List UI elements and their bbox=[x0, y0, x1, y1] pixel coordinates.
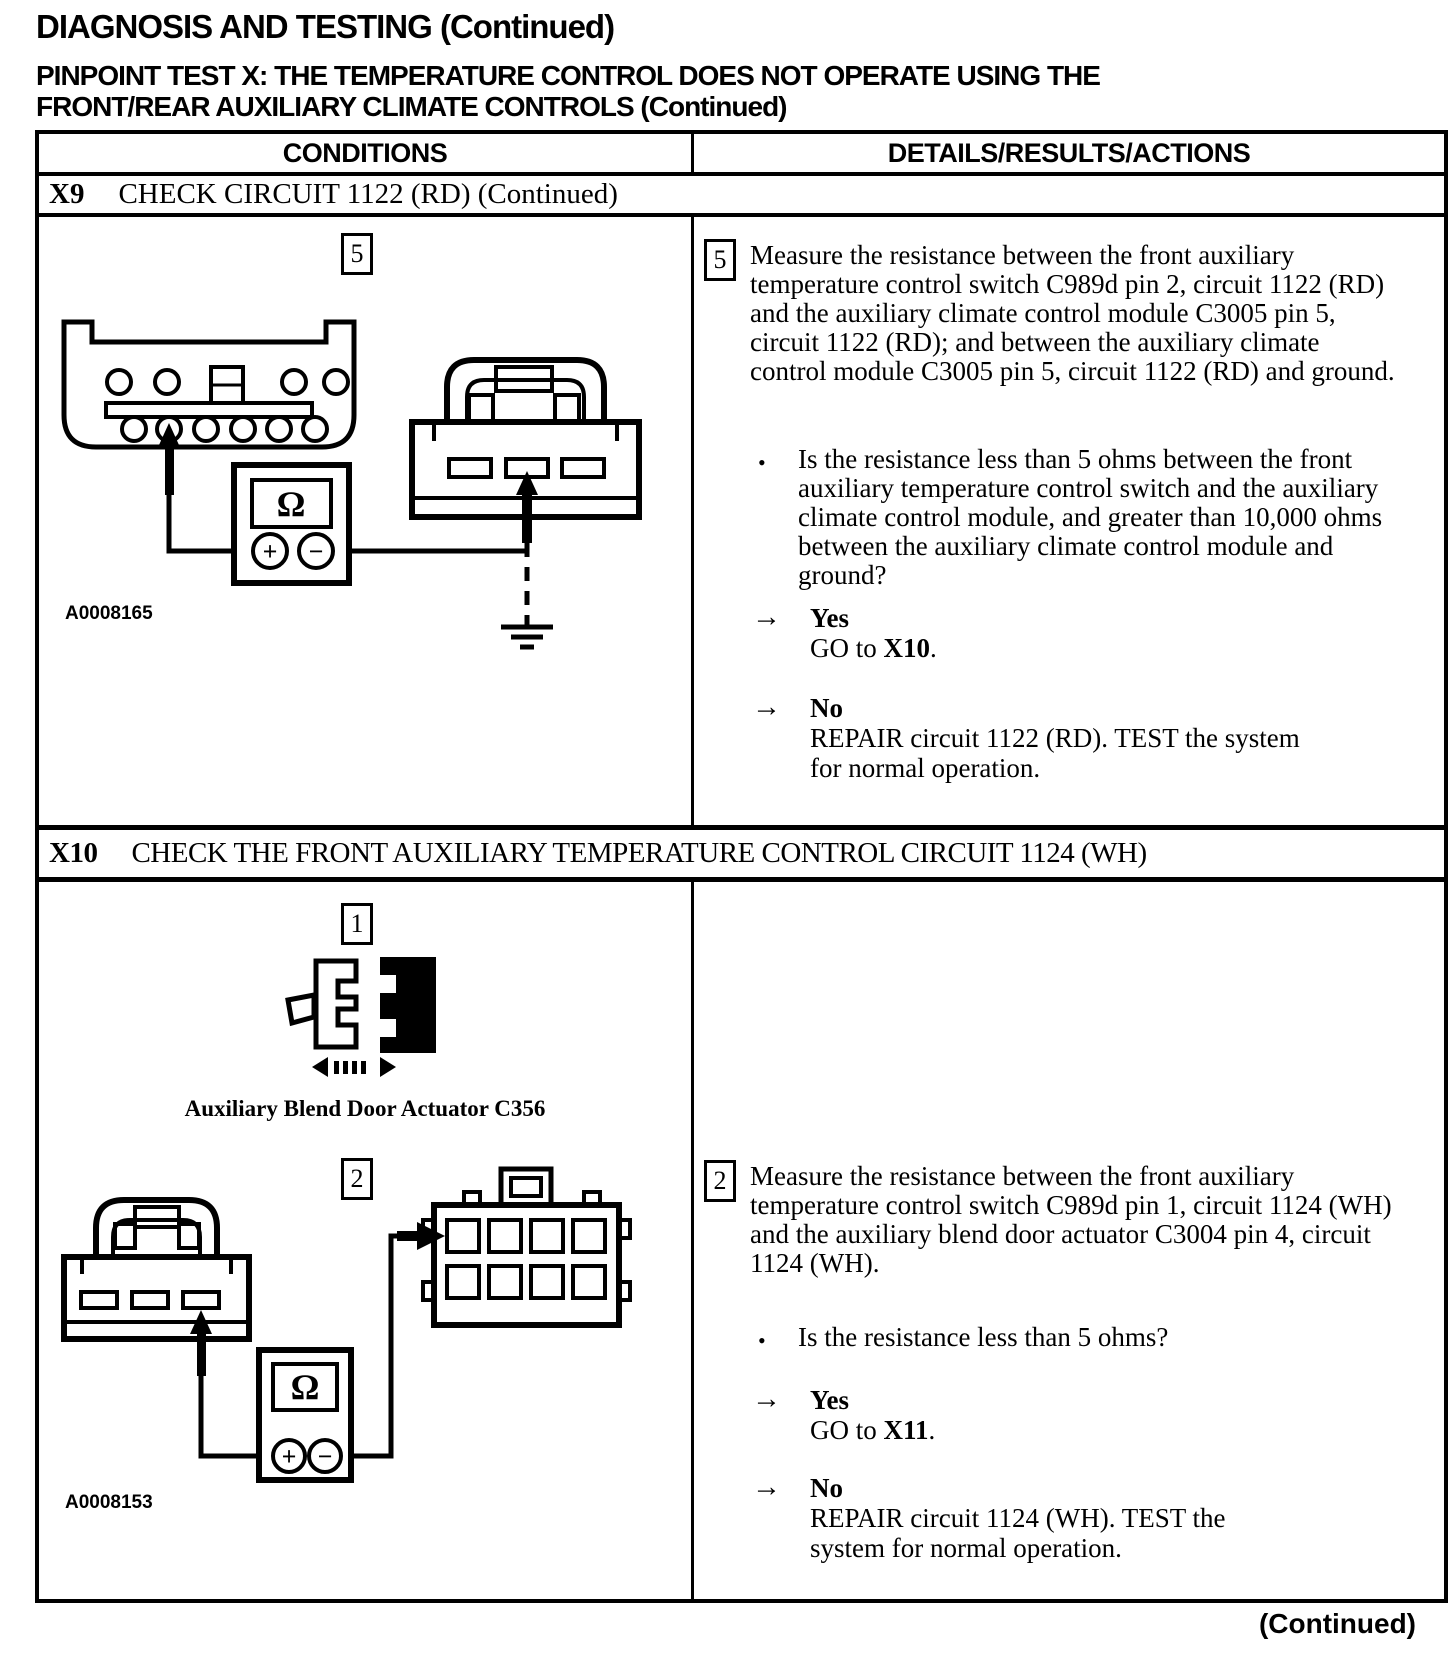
x10-yes-branch bbox=[752, 1385, 1430, 1445]
x9-no-label: No bbox=[810, 693, 843, 723]
details-column-header: DETAILS/RESULTS/ACTIONS bbox=[887, 137, 1251, 168]
x10-circuit-diagram bbox=[39, 1162, 691, 1582]
probe-arrow-icon bbox=[159, 423, 179, 495]
arrow-icon: → bbox=[752, 601, 781, 633]
x9-yes-label: Yes bbox=[810, 603, 849, 633]
x10-title-row bbox=[39, 830, 1444, 882]
x10-step-id: X10 bbox=[49, 837, 98, 869]
ohm-symbol: Ω bbox=[290, 1367, 320, 1407]
x9-no-branch bbox=[752, 693, 1430, 783]
bullet-icon: • bbox=[758, 450, 766, 475]
page-subtitle-line1: PINPOINT TEST X: THE TEMPERATURE CONTROL DOES NOT OPERATE USING THE bbox=[36, 60, 1100, 91]
multimeter-icon bbox=[234, 465, 349, 583]
x9-figure-label: A0008165 bbox=[65, 603, 153, 624]
x9-step-title: CHECK CIRCUIT 1122 (RD) (Continued) bbox=[118, 178, 618, 210]
disconnect-arrows-icon bbox=[312, 1057, 396, 1077]
x10-figure2-step-marker: 2 bbox=[341, 1158, 373, 1200]
x9-question bbox=[758, 445, 1430, 590]
probe-arrow-icon bbox=[516, 471, 538, 543]
x10-instruction: Measure the resistance between the front auxiliary temperature control switch C989d pin 1, circuit 1124 (WH) and the auxiliary blend door actuator C3004 pin 4, circuit 1124 (WH). bbox=[750, 1161, 1392, 1278]
x10-no-label: No bbox=[810, 1473, 843, 1503]
plus-terminal: + bbox=[262, 537, 278, 566]
page-subtitle bbox=[36, 60, 1256, 122]
connector-half-female-icon bbox=[288, 961, 356, 1047]
x9-details-cell bbox=[694, 217, 1444, 825]
pinpoint-test-table bbox=[35, 130, 1448, 1603]
bullet-icon: • bbox=[758, 1328, 766, 1353]
arrow-icon: → bbox=[752, 1471, 781, 1503]
page-title: DIAGNOSIS AND TESTING (Continued) bbox=[36, 8, 615, 45]
x9-step-number-box: 5 bbox=[704, 239, 736, 281]
x9-yes-action bbox=[810, 633, 1430, 663]
x9-step-id: X9 bbox=[49, 178, 85, 210]
probe-arrow-icon bbox=[190, 1310, 212, 1376]
x10-question-text: Is the resistance less than 5 ohms? bbox=[798, 1322, 1169, 1352]
x9-title-row bbox=[39, 176, 1444, 217]
disconnect-symbol bbox=[284, 955, 444, 1080]
x9-yes-action-prefix: GO to bbox=[810, 633, 884, 663]
arrow-icon: → bbox=[752, 1383, 781, 1415]
multimeter-icon bbox=[259, 1350, 351, 1480]
table-header-row bbox=[39, 134, 1444, 176]
x10-figure2-label: A0008153 bbox=[65, 1492, 153, 1513]
switch-connector-icon bbox=[64, 1200, 249, 1339]
minus-terminal: − bbox=[317, 1442, 333, 1471]
x9-body-row bbox=[39, 217, 1444, 830]
footer-continued-note: (Continued) bbox=[1258, 1608, 1416, 1639]
connector-half-male-icon bbox=[380, 957, 436, 1053]
x10-yes-target: X11 bbox=[883, 1415, 929, 1445]
x9-question-text: Is the resistance less than 5 ohms between the front auxiliary temperature control switch and the auxiliary climate control module, and greater than 10,000 ohms between the auxiliary climate control module and ground? bbox=[798, 444, 1383, 590]
x9-no-action-line2: for normal operation. bbox=[810, 753, 1041, 783]
x9-instruction: Measure the resistance between the front auxiliary temperature control switch C989d pin 2, circuit 1122 (RD) and the auxiliary climate control module C3005 pin 5, circuit 1122 (RD); and between the auxiliary climate control module C3005 pin 5, circuit 1122 (RD) and ground. bbox=[750, 240, 1395, 386]
x10-question bbox=[758, 1323, 1430, 1355]
conditions-column-header: CONDITIONS bbox=[39, 134, 694, 172]
x9-circuit-diagram bbox=[39, 217, 691, 825]
x9-yes-branch bbox=[752, 603, 1430, 663]
x9-figure-step-marker: 5 bbox=[341, 233, 373, 275]
x9-yes-suffix: . bbox=[930, 633, 937, 663]
x10-no-branch bbox=[752, 1473, 1430, 1563]
actuator-connector-icon bbox=[423, 1169, 630, 1325]
x10-conditions-cell bbox=[39, 882, 694, 1599]
x10-no-action-line1: REPAIR circuit 1124 (WH). TEST the bbox=[810, 1503, 1226, 1533]
x10-step-title: CHECK THE FRONT AUXILIARY TEMPERATURE CONTROL CIRCUIT 1124 (WH) bbox=[131, 837, 1147, 869]
x10-yes-suffix: . bbox=[928, 1415, 936, 1445]
minus-terminal: − bbox=[308, 537, 324, 566]
x9-no-action-line1: REPAIR circuit 1122 (RD). TEST the system bbox=[810, 723, 1300, 753]
x10-yes-action-prefix: GO to bbox=[810, 1415, 884, 1445]
ground-icon bbox=[501, 627, 553, 647]
x10-yes-label: Yes bbox=[810, 1385, 849, 1415]
x10-no-action-line2: system for normal operation. bbox=[810, 1533, 1122, 1563]
x10-yes-action bbox=[810, 1415, 1430, 1445]
page-subtitle-line2: FRONT/REAR AUXILIARY CLIMATE CONTROLS (Continued) bbox=[36, 91, 787, 122]
ohm-symbol: Ω bbox=[276, 484, 306, 524]
x9-yes-target: X10 bbox=[883, 633, 930, 663]
x10-figure1-step-marker: 1 bbox=[341, 903, 373, 945]
x10-body-row bbox=[39, 882, 1444, 1599]
x10-details-cell bbox=[694, 882, 1444, 1599]
x10-figure1-caption: Auxiliary Blend Door Actuator C356 bbox=[184, 1096, 546, 1121]
x9-conditions-cell bbox=[39, 217, 694, 825]
front-switch-connector-icon bbox=[64, 322, 354, 447]
arrow-icon: → bbox=[752, 691, 781, 723]
plus-terminal: + bbox=[281, 1442, 297, 1471]
x10-step-number-box: 2 bbox=[704, 1160, 736, 1202]
